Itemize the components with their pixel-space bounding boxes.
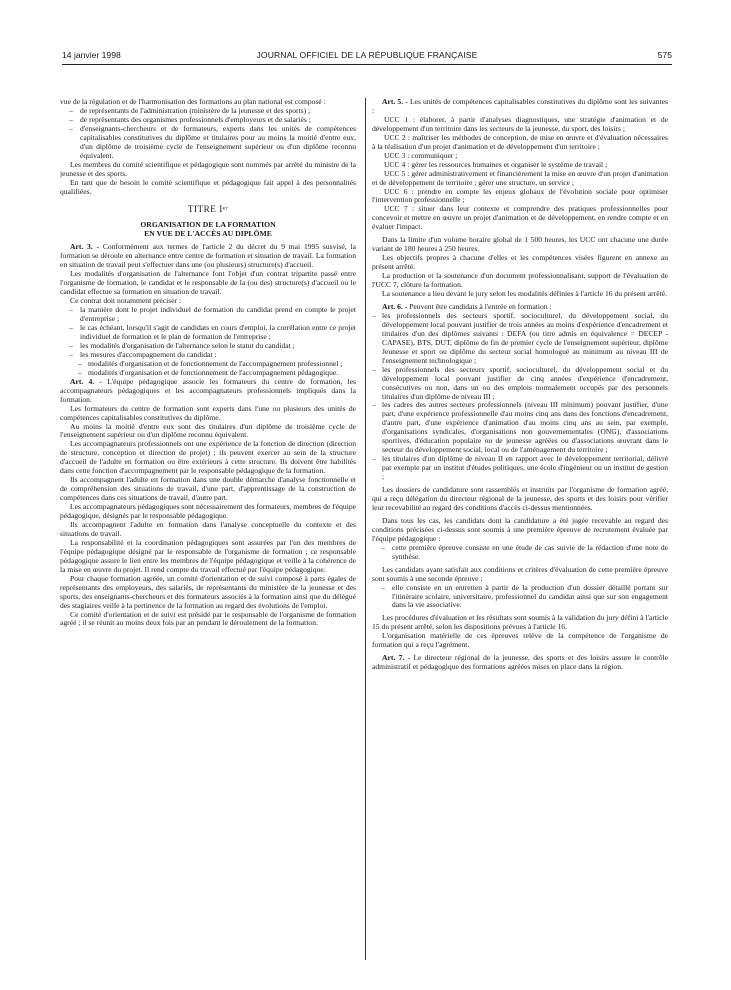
paragraph: La production et la soutenance d'un document professionnalisant, support de l'évaluation de l'UCC 7, clôture la formation. — [372, 271, 668, 290]
paragraph: Les formateurs du centre de formation sont experts dans l'une ou plusieurs des unités de compétences capitalisables constitutives du diplôme. — [60, 403, 356, 422]
paragraph: Les membres du comité scientifique et pédagogique sont nommés par arrêté du ministre de la jeunesse et des sports. — [60, 159, 356, 178]
article-label: Art. 5. - — [382, 98, 408, 106]
page-header — [62, 50, 672, 64]
paragraph: Au moins la moitié d'entre eux sont des titulaires d'un diplôme de troisième cycle de l'enseignement supérieur ou d'un diplôme reconnu équivalent. — [60, 421, 356, 440]
list-item: – le cas échéant, lorsqu'il s'agit de candidats en cours d'emploi, la corrélation entre ce projet individuel de formation et le plan de formation de l'entreprise ; — [69, 323, 356, 341]
paragraph: Dans la limite d'un volume horaire global de 1 500 heures, les UCC ont chacune une durée variant de 180 heures à 250 heures. — [372, 235, 668, 254]
header-journal-title: JOURNAL OFFICIEL DE LA RÉPUBLIQUE FRANÇAISE — [256, 50, 478, 60]
paragraph: L'organisation matérielle de ces épreuves relève de la compétence de l'organisme de formation qui a reçu l'agrément. — [372, 631, 668, 650]
list-item: – les titulaires d'un diplôme de niveau II en rapport avec le développement territorial, délivré par exemple par un institut d'études politiques, une école d'ingénieur ou un institut de gestion ; — [372, 454, 668, 482]
paragraph: Ils accompagnent l'adulte en formation dans une double démarche d'analyse fonctionnelle et de compréhension des situations de travail, d'une part, d'apprentissage de la construction de compétences dans ces situations de travail, d'autre part. — [60, 475, 356, 503]
paragraph: En tant que de besoin le comité scientifique et pédagogique fait appel à des personnalités qualifiées. — [60, 177, 356, 196]
section-titre: TITRE Iᵉʳ — [187, 204, 229, 215]
paragraph: Les modalités d'organisation de l'alternance font l'objet d'un contrat tripartite passé entre l'organisme de formation, le candidat et le responsable de la (ou des) structure(s) d'accueil ou le candidat effectue sa formation en situation de travail. — [60, 269, 356, 297]
list-item: – les modalités d'organisation de l'alternance selon le statut du candidat ; — [69, 340, 295, 350]
paragraph: La soutenance a lieu devant le jury selon les modalités définies à l'article 16 du présent arrêté. — [382, 289, 667, 299]
list-item: – la manière dont le projet individuel de formation du candidat prend en compte le projet d'entreprise ; — [69, 305, 356, 324]
paragraph: La responsabilité et la coordination pédagogiques sont assurées par l'un des membres de l'équipe pédagogique désigné par le responsable de l'organisme de formation ; ce responsable pédagogique assure le lien entre les membres de l'équipe pédagogique et veille à la cohérence de la mise en œuvre du projet. Il rend compte du travail effectué par l'équipe pédagogique. — [60, 537, 356, 574]
sub-list-item: – modalités d'organisation et de fonctionnement de l'accompagnement pédagogique. — [78, 367, 339, 377]
sub-list-item: – modalités d'organisation et de fonctionnement de l'accompagnement professionnel ; — [78, 358, 343, 368]
article-3: Art. 3. - Conformément aux termes de l'article 2 du décret du 9 mai 1995 susvisé, la formation se déroule en alternance entre centre de formation et situation de travail. La formation en situation de travail peut s'effectuer dans une (ou plusieurs) structure(s) d'accueil. — [60, 242, 356, 270]
article-4: Art. 4. - L'équipe pédagogique associe les formateurs du centre de formation, les accompagnateurs pédagogiques et les accompagnateurs professionnels impliqués dans la formation. — [60, 376, 356, 404]
article-7: Art. 7. - Le directeur régional de la jeunesse, des sports et des loisirs assure le contrôle administratif et pédagogique des formations agréées mises en place dans la région. — [372, 653, 668, 672]
ucc-item: UCC 5 : gérer administrativement et financièrement la mise en œuvre d'un projet d'animation et de développement de territoire ; gérer une structure, un service ; — [372, 168, 668, 187]
column-divider — [365, 98, 366, 960]
list-item: – les professionnels des secteurs sportif, socioculturel, du développement social, du développement local pouvant justifier de trois années au moins d'expérience d'encadrement et titulaires d'un des diplômes suivants : DEFA (ou titre admis en équivalence = DECEP - CAPASE), BTS, DUT, diplôme de fin de premier cycle de l'enseignement supérieur, diplôme Jeunesse et sport ou diplôme du secteur social homologué au minimum au niveau III de l'enseignement technologique ; — [372, 310, 668, 365]
ucc-item: UCC 1 : élaborer, à partir d'analyses diagnostiques, une stratégie d'animation et de développement d'un territoire dans les secteurs de la jeunesse, du sport, des loisirs ; — [372, 114, 668, 133]
paragraph: Ce comité d'orientation et de suivi est présidé par le responsable de l'organisme de formation agréé ; il se réunit au moins deux fois par an pendant le déroulement de la formation. — [60, 609, 356, 628]
header-date: 14 janvier 1998 — [62, 50, 121, 60]
list-item: – les mesures d'accompagnement du candidat : — [69, 349, 217, 359]
paragraph: Dans tous les cas, les candidats dont la candidature a été jugée recevable au regard des conditions précisées ci-dessus sont soumis à une première épreuve de recrutement évaluée par l'équipe pédagogique : — [372, 515, 668, 543]
list-item: – elle consiste en un entretien à partir de la production d'un dossier détaillé portant sur l'itinéraire scolaire, universitaire, professionnel du candidat ainsi que sur son engagement dans la vie associative. — [381, 582, 668, 610]
paragraph: Les accompagnateurs professionnels ont une expérience de la fonction de direction (direction de structure, conception et direction de projet) ; ils peuvent exercer au sein de la structure d'accueil de l'adulte en formation ou être extérieurs à cette structure. Ils doivent être habilités dans cette fonction d'accompagnement par le responsable pédagogique de la formation. — [60, 439, 356, 476]
ucc-item: UCC 4 : gérer les ressources humaines et organiser le système de travail ; — [384, 159, 608, 169]
article-label: Art. 7. - — [382, 653, 411, 663]
article-label: Art. 6. - — [382, 301, 408, 311]
article-label: Art. 4. - — [70, 376, 102, 386]
paragraph: Les candidats ayant satisfait aux conditions et critères d'évaluation de cette première épreuve sont soumis à une seconde épreuve : — [372, 564, 668, 583]
right-column — [372, 98, 668, 966]
list-item: – cette première épreuve consiste en une étude de cas suivie de la rédaction d'une note de synthèse. — [381, 542, 668, 561]
list-item: – les professionnels des secteurs sportif, socioculturel, du développement social et du développement local pouvant justifier de cinq années d'expérience d'encadrement, consécutives ou non, dans un ou des emplois normalement occupés par des personnels titulaires d'un diplôme de niveau III ; — [372, 364, 668, 401]
ucc-item: UCC 2 : maîtriser les méthodes de conception, de mise en œuvre et d'évaluation nécessaires à la réalisation d'un projet d'animation et de développement d'un territoire ; — [372, 132, 668, 151]
ucc-item: UCC 3 : communiquer ; — [384, 150, 458, 160]
list-item: – de représentants de l'administration (ministère de la jeunesse et des sports) ; — [69, 105, 311, 115]
article-label: Art. 3. - — [70, 242, 100, 252]
section-heading-line-1: ORGANISATION DE LA FORMATION — [140, 220, 276, 230]
list-item: – les cadres des autres secteurs professionnels (niveau III minimum) pouvant justifier, d'une part, d'une expérience professionnelle d'au moins cinq ans dans des fonctions d'encadrement, d'autre part, d'une expérience d'animation d'au moins cinq ans au sein, par exemple, d'organisations syndicales, d'organisations non gouvernementales (ONG), d'associations sportives, d'éducation populaire ou de jeunesse agréées ou d'associations œuvrant dans le secteur du développement social, local ou de l'aménagement du territoire ; — [372, 400, 668, 455]
article-6: Art. 6. - Peuvent être candidats à l'entrée en formation : — [382, 301, 552, 311]
paragraph: Les procédures d'évaluation et les résultats sont soumis à la validation du jury défini à l'article 15 du présent arrêté, selon les dispositions prévues à l'article 16. — [372, 613, 668, 632]
header-page-number: 575 — [657, 50, 672, 60]
paragraph: Ils accompagnent l'adulte en formation dans l'analyse conceptuelle du contexte et des situations de travail. — [60, 519, 356, 538]
article-5: Art. 5. - Les unités de compétences capitalisables constitutives du diplôme sont les suivantes : — [372, 98, 668, 115]
paragraph: Les accompagnateurs pédagogiques sont nécessairement des formateurs, membres de l'équipe pédagogique, désignés par le responsable pédagogique. — [60, 502, 356, 521]
list-item: – de représentants des organismes professionnels d'employeurs et de salariés ; — [69, 114, 311, 124]
paragraph: Les objectifs propres à chacune d'elles et les compétences visées figurent en annexe au présent arrêté. — [372, 253, 668, 272]
ucc-item: UCC 6 : prendre en compte les enjeux globaux de l'évolution sociale pour optimiser l'intervention professionnelle ; — [372, 186, 668, 205]
paragraph: Ce contrat doit notamment préciser : — [70, 296, 182, 306]
section-heading-line-2: EN VUE DE L'ACCÈS AU DIPLÔME — [144, 229, 272, 239]
ucc-item: UCC 7 : situer dans leur contexte et comprendre des pratiques professionnelles pour concevoir et mettre en œuvre un projet d'animation et de développement, en rendre compte et en évaluer l'impact. — [372, 204, 668, 232]
paragraph: Les dossiers de candidature sont rassemblés et instruits par l'organisme de formation agréé, qui a reçu délégation du directeur régional de la jeunesse, des sports et des loisirs pour vérifier leur recevabilité au regard des conditions d'accès ci-dessus mentionnées. — [372, 485, 668, 512]
left-column — [60, 98, 356, 966]
header-rule — [62, 64, 672, 65]
paragraph: vue de la régulation et de l'harmonisation des formations au plan national est composé : — [60, 98, 326, 106]
paragraph: Pour chaque formation agréée, un comité d'orientation et de suivi composé à parts égales de représentants des employeurs, des salariés, de représentants du ministère de la jeunesse et des sports, des enseignants-chercheurs et des formateurs associés à la formation ainsi que du délégué des stagiaires veille à la pertinence de la formation au regard des évolutions de l'emploi. — [60, 573, 356, 610]
list-item: – d'enseignants-chercheurs et de formateurs, experts dans les unités de compétences capitalisables constitutives du diplôme et titulaires pour au moins la moitié d'entre eux, d'un diplôme de troisième cycle de l'enseignement supérieur ou d'un diplôme reconnu équivalent. — [69, 123, 356, 160]
